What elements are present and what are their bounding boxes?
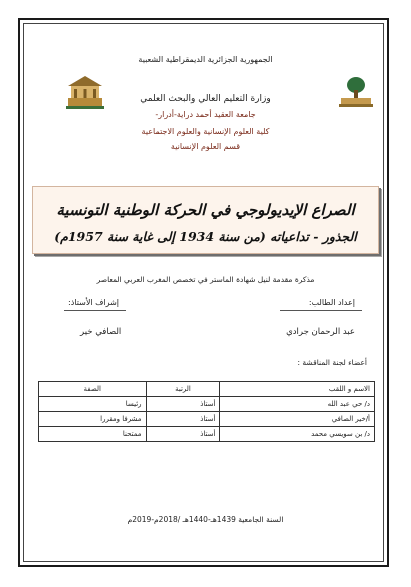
supervisor-name: الصافي خير (80, 327, 122, 337)
degree-statement: مذكرة مقدمة لنيل شهادة الماستر في تخصص المغرب العربي المعاصر (96, 275, 315, 284)
academic-year: السنة الجامعية 1439هـ-1440هـ /2018م-2019م (127, 515, 284, 524)
committee-heading: أعضاء لجنة المناقشة : (297, 358, 367, 367)
student-name: عبد الرحمان جرادي (286, 327, 355, 337)
supervisor-label-underline (64, 310, 126, 311)
member-role: مشرفا ومقررا (39, 412, 147, 427)
col-role-header: الصفة (39, 382, 147, 397)
thesis-title: الصراع الإيديولوجي في الحركة الوطنية التونسية (56, 201, 355, 219)
ministry-name: وزارة التعليم العالي والبحث العلمي (140, 94, 271, 104)
thesis-subtitle: الجذور - تداعياته (من سنة 1934 إلى غاية سنة 1957م) (54, 229, 357, 244)
university-name: جامعة العقيد أحمد دراية-أدرار- (155, 110, 256, 119)
supervisor-label: إشراف الأستاذ: (68, 298, 119, 307)
republic-name: الجمهورية الجزائرية الديمقراطية الشعبية (138, 55, 273, 64)
faculty-name: كلية العلوم الإنسانية والعلوم الاجتماعية (141, 127, 270, 136)
student-label-underline (280, 310, 362, 311)
col-rank-header: الرتبة (146, 382, 220, 397)
table-row (39, 397, 375, 412)
committee-table (38, 381, 375, 442)
member-rank: أستاذ (146, 412, 220, 427)
table-row (39, 427, 375, 442)
member-rank: أستاذ (146, 427, 220, 442)
department-name: قسم العلوم الإنسانية (170, 142, 241, 151)
member-role: ممتحنا (39, 427, 147, 442)
member-name: أ/خير الصافي (220, 412, 375, 427)
member-rank: أستاذ (146, 397, 220, 412)
member-name: د/ حي عبد الله (220, 397, 375, 412)
committee-header-row (39, 382, 375, 397)
member-name: د/ بن سويسي محمد (220, 427, 375, 442)
col-name-header: الاسم و اللقب (220, 382, 375, 397)
university-logo-icon (64, 74, 106, 110)
table-row (39, 412, 375, 427)
student-label: إعداد الطالب: (308, 298, 355, 307)
member-role: رئيسا (39, 397, 147, 412)
